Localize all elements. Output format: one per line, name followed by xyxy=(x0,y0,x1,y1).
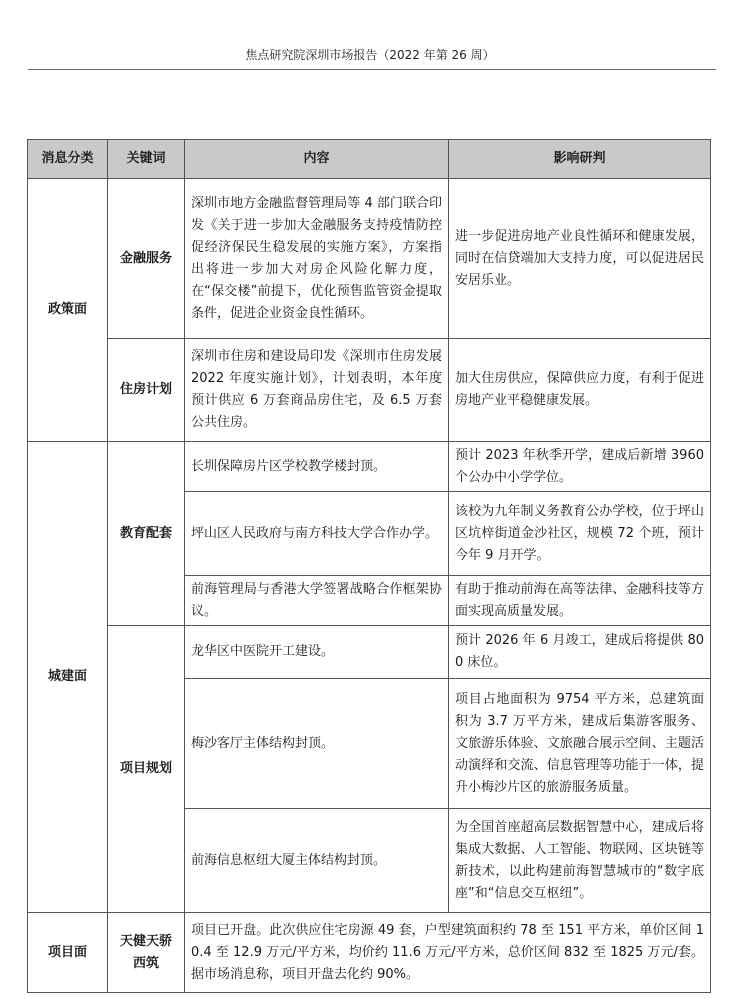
content-cell: 坪山区人民政府与南方科技大学合作办学。 xyxy=(185,492,449,576)
table-row xyxy=(28,179,711,339)
content-cell: 长圳保障房片区学校教学楼封顶。 xyxy=(185,442,449,492)
header-divider xyxy=(28,69,716,70)
keyword-tianjian: 天健天骄西筑 xyxy=(108,913,185,993)
news-table xyxy=(27,139,711,993)
content-cell: 梅沙客厅主体结构封顶。 xyxy=(185,679,449,809)
impact-cell: 有助于推动前海在高等法律、金融科技等方面实现高质量发展。 xyxy=(449,576,711,626)
table-row xyxy=(28,626,711,679)
table-row xyxy=(28,339,711,442)
table-row xyxy=(28,442,711,492)
content-cell: 龙华区中医院开工建设。 xyxy=(185,626,449,679)
content-cell: 深圳市住房和建设局印发《深圳市住房发展 2022 年度实施计划》，计划表明，本年度预计供应 6 万套商品房住宅，及 6.5 万套公共住房。 xyxy=(185,339,449,442)
impact-cell: 预计 2026 年 6 月竣工，建成后将提供 800 床位。 xyxy=(449,626,711,679)
impact-cell: 该校为九年制义务教育公办学校，位于坪山区坑梓街道金沙社区，规模 72 个班，预计今年 9 月开学。 xyxy=(449,492,711,576)
impact-cell: 为全国首座超高层数据智慧中心，建成后将集成大数据、人工智能、物联网、区块链等新技术，以此构建前海智慧城市的“数字底座”和“信息交互枢纽”。 xyxy=(449,809,711,913)
page-header: 焦点研究院深圳市场报告（2022 年第 26 周） xyxy=(245,48,495,62)
content-cell: 项目已开盘。此次供应住宅房源 49 套，户型建筑面积约 78 至 151 平方米，单价区间 10.4 至 12.9 万元/平方米，均价约 11.6 万元/平方米，总价区间 832 至 1825 万元/套。据市场消息称，项目开盘去化约 90%。 xyxy=(185,913,711,993)
column-header-content: 内容 xyxy=(185,140,449,179)
content-cell: 前海信息枢纽大厦主体结构封顶。 xyxy=(185,809,449,913)
category-urban: 城建面 xyxy=(28,442,108,913)
keyword-finance: 金融服务 xyxy=(108,179,185,339)
keyword-education: 教育配套 xyxy=(108,442,185,626)
impact-cell: 预计 2023 年秋季开学，建成后新增 3960 个公办中小学学位。 xyxy=(449,442,711,492)
impact-cell: 项目占地面积为 9754 平方米，总建筑面积为 3.7 万平方米，建成后集游客服务、文旅游乐体验、文旅融合展示空间、主题活动演绎和交流、信息管理等功能于一体，提升小梅沙片区的旅游服务质量。 xyxy=(449,679,711,809)
table-row xyxy=(28,913,711,993)
content-cell: 前海管理局与香港大学签署战略合作框架协议。 xyxy=(185,576,449,626)
column-header-impact: 影响研判 xyxy=(449,140,711,179)
keyword-planning: 项目规划 xyxy=(108,626,185,913)
category-project: 项目面 xyxy=(28,913,108,993)
keyword-housing-plan: 住房计划 xyxy=(108,339,185,442)
impact-cell: 加大住房供应，保障供应力度，有利于促进房地产业平稳健康发展。 xyxy=(449,339,711,442)
content-cell: 深圳市地方金融监督管理局等 4 部门联合印发《关于进一步加大金融服务支持疫情防控促经济保民生稳发展的实施方案》，方案指出将进一步加大对房企风险化解力度，在“保交楼”前提下，优化预售监管资金提取条件，促进企业资金良性循环。 xyxy=(185,179,449,339)
column-header-category: 消息分类 xyxy=(28,140,108,179)
table-header-row xyxy=(28,140,711,179)
category-policy: 政策面 xyxy=(28,179,108,442)
impact-cell: 进一步促进房地产业良性循环和健康发展，同时在信贷端加大支持力度，可以促进居民安居乐业。 xyxy=(449,179,711,339)
column-header-keyword: 关键词 xyxy=(108,140,185,179)
